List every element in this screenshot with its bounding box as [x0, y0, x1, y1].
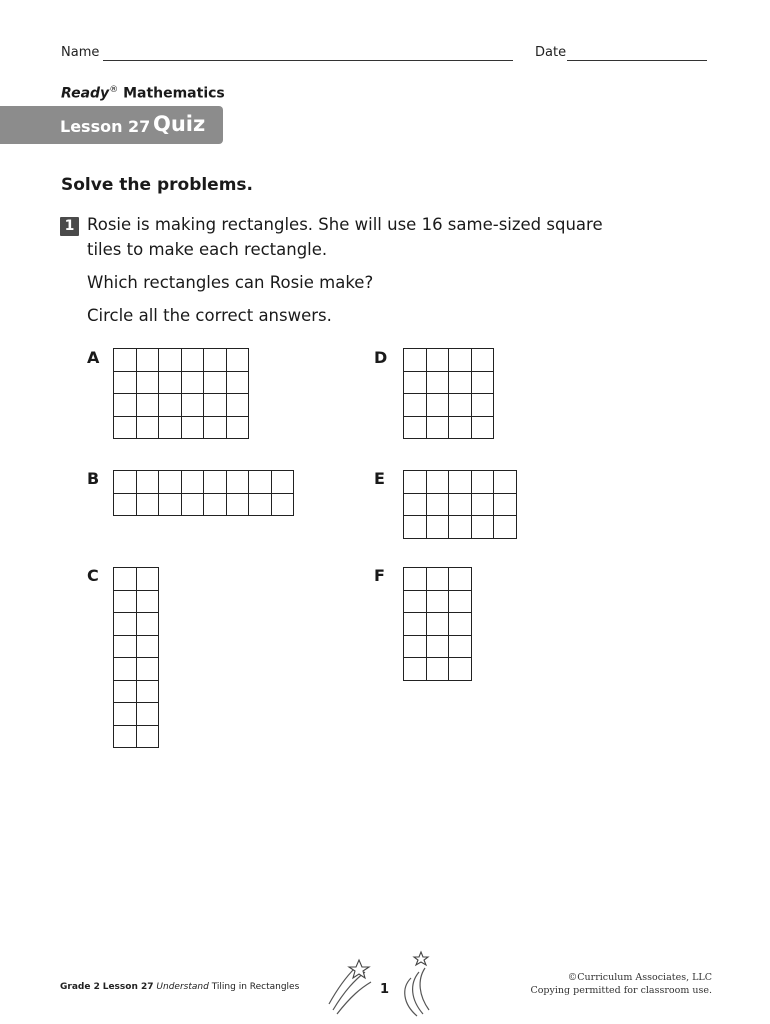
instructions-heading: Solve the problems. — [61, 175, 254, 195]
grid-tile — [227, 494, 250, 517]
option-label-c: C — [87, 566, 99, 585]
footer-lesson: Lesson 27 — [102, 982, 154, 992]
grid-tile — [472, 417, 495, 440]
grid-tile — [494, 494, 517, 517]
grid-tile — [114, 494, 137, 517]
grid-tile — [404, 372, 427, 395]
grid-tile — [449, 394, 472, 417]
brand-ready: Ready — [61, 85, 110, 102]
grid-tile — [204, 349, 227, 372]
grid-tile — [137, 568, 160, 591]
grid-tile — [137, 681, 160, 704]
grid-tile — [427, 516, 450, 539]
grid-tile — [159, 394, 182, 417]
brand-mathematics: Mathematics — [123, 85, 225, 102]
grid-tile — [137, 349, 160, 372]
grid-tile — [227, 372, 250, 395]
grid-tile — [137, 591, 160, 614]
grid-tile — [427, 658, 450, 681]
option-label-e: E — [374, 469, 385, 488]
option-d-grid[interactable] — [403, 348, 494, 439]
grid-tile — [472, 494, 495, 517]
grid-tile — [114, 349, 137, 372]
grid-tile — [204, 471, 227, 494]
grid-tile — [227, 417, 250, 440]
grid-tile — [427, 613, 450, 636]
grid-tile — [182, 471, 205, 494]
grid-tile — [427, 417, 450, 440]
grid-tile — [427, 636, 450, 659]
grid-tile — [494, 516, 517, 539]
grid-tile — [159, 372, 182, 395]
grid-tile — [137, 726, 160, 749]
grid-tile — [137, 417, 160, 440]
grid-tile — [182, 417, 205, 440]
grid-tile — [137, 394, 160, 417]
grid-tile — [472, 516, 495, 539]
grid-tile — [404, 636, 427, 659]
quiz-label: Quiz — [153, 112, 206, 136]
grid-tile — [272, 494, 295, 517]
grid-tile — [204, 372, 227, 395]
grid-tile — [114, 726, 137, 749]
grid-tile — [449, 613, 472, 636]
grid-tile — [159, 417, 182, 440]
grid-tile — [114, 636, 137, 659]
lesson-label: Lesson 27 — [60, 117, 151, 136]
grid-tile — [404, 349, 427, 372]
option-c-grid[interactable] — [113, 567, 159, 748]
grid-tile — [449, 494, 472, 517]
lesson-tab — [0, 106, 223, 144]
footer-understand: Understand — [156, 982, 209, 992]
option-label-f: F — [374, 566, 385, 585]
grid-tile — [114, 568, 137, 591]
footer-topic: Tiling in Rectangles — [211, 982, 300, 992]
grid-tile — [114, 703, 137, 726]
grid-tile — [472, 471, 495, 494]
question-direction: Circle all the correct answers. — [87, 306, 332, 325]
grid-tile — [114, 394, 137, 417]
grid-tile — [114, 471, 137, 494]
grid-tile — [114, 658, 137, 681]
option-f-grid[interactable] — [403, 567, 472, 681]
copyright-notice — [520, 971, 712, 997]
grid-tile — [404, 568, 427, 591]
grid-tile — [449, 636, 472, 659]
grid-tile — [227, 471, 250, 494]
option-label-a: A — [87, 348, 100, 367]
grid-tile — [427, 372, 450, 395]
grid-tile — [427, 568, 450, 591]
grid-tile — [472, 372, 495, 395]
grid-tile — [494, 471, 517, 494]
grid-tile — [404, 613, 427, 636]
grid-tile — [449, 349, 472, 372]
grid-tile — [137, 703, 160, 726]
grid-tile — [449, 658, 472, 681]
grid-tile — [472, 394, 495, 417]
grid-tile — [137, 494, 160, 517]
grid-tile — [427, 591, 450, 614]
grid-tile — [449, 471, 472, 494]
grid-tile — [159, 349, 182, 372]
copyright-line1: ©Curriculum Associates, LLC — [567, 972, 712, 983]
grid-tile — [404, 591, 427, 614]
grid-tile — [227, 349, 250, 372]
footer-info — [60, 982, 299, 992]
question-number-badge: 1 — [60, 217, 79, 236]
grid-tile — [182, 372, 205, 395]
option-label-b: B — [87, 469, 100, 488]
grid-tile — [404, 494, 427, 517]
grid-tile — [427, 394, 450, 417]
copyright-line2: Copying permitted for classroom use. — [530, 985, 712, 996]
grid-tile — [114, 681, 137, 704]
option-label-d: D — [374, 348, 388, 367]
grid-tile — [182, 394, 205, 417]
name-field[interactable] — [103, 60, 513, 61]
brand-reg: ® — [109, 85, 119, 95]
option-b-grid[interactable] — [113, 470, 294, 516]
date-label: Date — [535, 45, 567, 60]
option-e-grid[interactable] — [403, 470, 517, 539]
brand-title — [61, 85, 225, 102]
question-text-line1: Rosie is making rectangles. She will use 16 same-sized square — [87, 215, 603, 234]
grid-tile — [449, 591, 472, 614]
grid-tile — [449, 568, 472, 591]
grid-tile — [249, 494, 272, 517]
grid-tile — [272, 471, 295, 494]
grid-tile — [227, 394, 250, 417]
grid-tile — [114, 613, 137, 636]
date-field[interactable] — [567, 60, 707, 61]
grid-tile — [249, 471, 272, 494]
grid-tile — [137, 372, 160, 395]
grid-tile — [449, 372, 472, 395]
grid-tile — [204, 394, 227, 417]
grid-tile — [204, 417, 227, 440]
grid-tile — [137, 658, 160, 681]
grid-tile — [472, 349, 495, 372]
grid-tile — [182, 349, 205, 372]
grid-tile — [449, 516, 472, 539]
question-text-line2: tiles to make each rectangle. — [87, 240, 328, 259]
grid-tile — [114, 372, 137, 395]
question-prompt: Which rectangles can Rosie make? — [87, 273, 374, 292]
grid-tile — [137, 636, 160, 659]
grid-tile — [404, 394, 427, 417]
grid-tile — [114, 591, 137, 614]
grid-tile — [137, 613, 160, 636]
grid-tile — [204, 494, 227, 517]
name-label: Name — [61, 45, 100, 60]
grid-tile — [404, 658, 427, 681]
grid-tile — [159, 471, 182, 494]
option-a-grid[interactable] — [113, 348, 249, 439]
grid-tile — [404, 471, 427, 494]
footer-grade: Grade 2 — [60, 982, 100, 992]
grid-tile — [427, 494, 450, 517]
page-number: 1 — [380, 982, 390, 997]
grid-tile — [449, 417, 472, 440]
grid-tile — [404, 516, 427, 539]
grid-tile — [159, 494, 182, 517]
grid-tile — [427, 349, 450, 372]
grid-tile — [114, 417, 137, 440]
grid-tile — [182, 494, 205, 517]
grid-tile — [404, 417, 427, 440]
grid-tile — [427, 471, 450, 494]
grid-tile — [137, 471, 160, 494]
